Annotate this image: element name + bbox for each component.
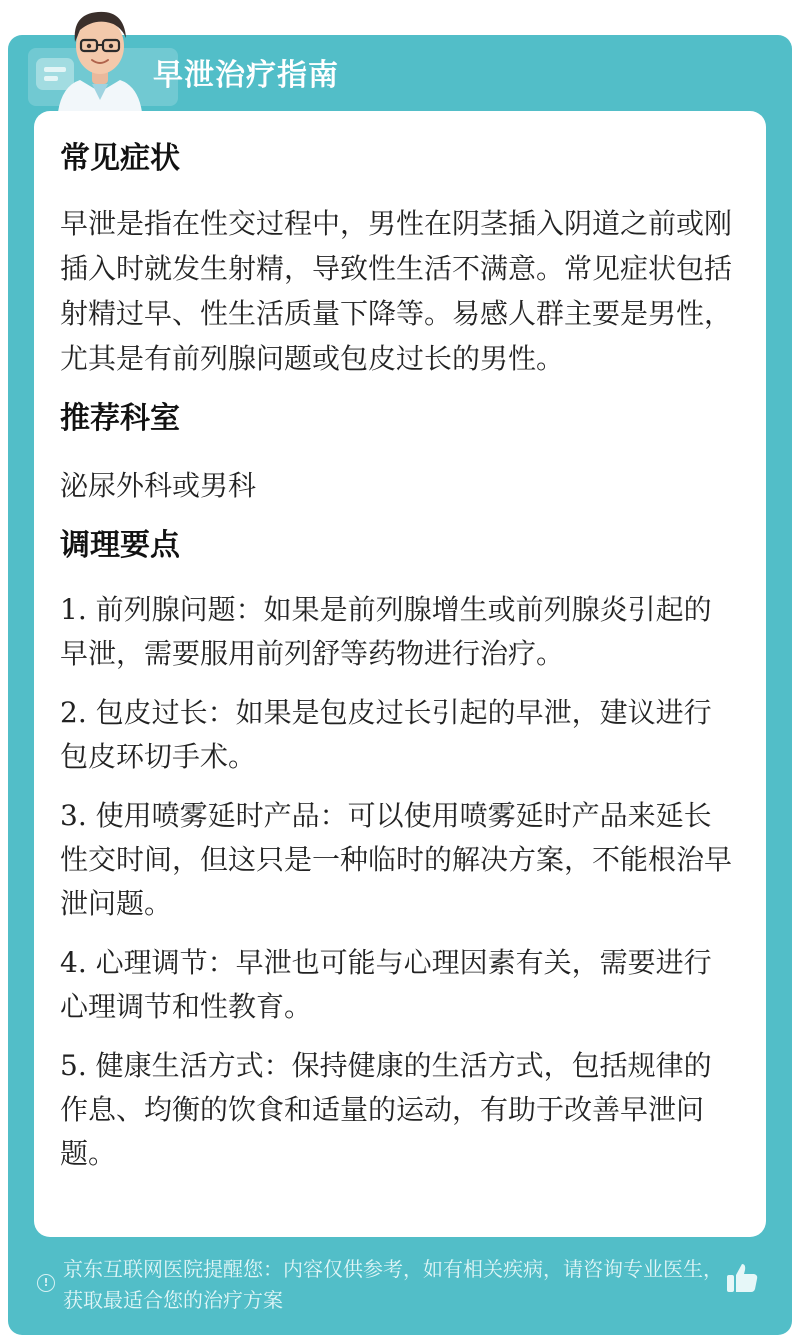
list-item-number: 3. — [60, 799, 87, 832]
department-title: 推荐科室 — [60, 401, 180, 436]
list-item-number: 1. — [60, 593, 87, 626]
symptoms-text: 早泄是指在性交过程中，男性在阴茎插入阴道之前或刚插入时就发生射精，导致性生活不满意。常见症状包括射精过早、性生活质量下降等。易感人群主要是男性，尤其是有前列腺问题或包皮过长的男性。 — [60, 207, 733, 375]
list-item-number: 4. — [60, 946, 87, 979]
list-item-text: 心理调节：早泄也可能与心理因素有关，需要进行心理调节和性教育。 — [60, 946, 712, 1023]
list-item-number: 2. — [60, 696, 87, 729]
list-item-text: 包皮过长：如果是包皮过长引起的早泄，建议进行包皮环切手术。 — [60, 696, 712, 773]
list-item — [60, 691, 732, 779]
list-item-text: 健康生活方式：保持健康的生活方式，包括规律的作息、均衡的饮食和适量的运动，有助于改善早泄问题。 — [60, 1049, 712, 1170]
page-title: 早泄治疗指南 — [153, 58, 339, 93]
content-card — [34, 111, 766, 1237]
footer-disclaimer: 京东互联网医院提醒您：内容仅供参考，如有相关疾病，请咨询专业医生，获取最适合您的治疗方案 — [63, 1257, 723, 1312]
list-item — [60, 941, 732, 1029]
list-item — [60, 1044, 732, 1176]
care-list — [60, 588, 732, 1176]
content-body — [60, 139, 732, 1191]
symptoms-title: 常见症状 — [60, 141, 180, 176]
list-item-text: 前列腺问题：如果是前列腺增生或前列腺炎引起的早泄，需要服用前列舒等药物进行治疗。 — [60, 593, 712, 670]
info-icon: ! — [37, 1274, 55, 1292]
list-item-text: 使用喷雾延时产品：可以使用喷雾延时产品来延长性交时间，但这只是一种临时的解决方案，不能根治早泄问题。 — [60, 799, 733, 920]
department-text: 泌尿外科或男科 — [60, 469, 257, 502]
doctor-avatar-icon — [50, 0, 150, 112]
list-item — [60, 794, 732, 926]
care-title: 调理要点 — [60, 528, 180, 563]
list-item — [60, 588, 732, 676]
thumbs-up-icon[interactable] — [724, 1260, 760, 1296]
list-item-number: 5. — [60, 1049, 87, 1082]
